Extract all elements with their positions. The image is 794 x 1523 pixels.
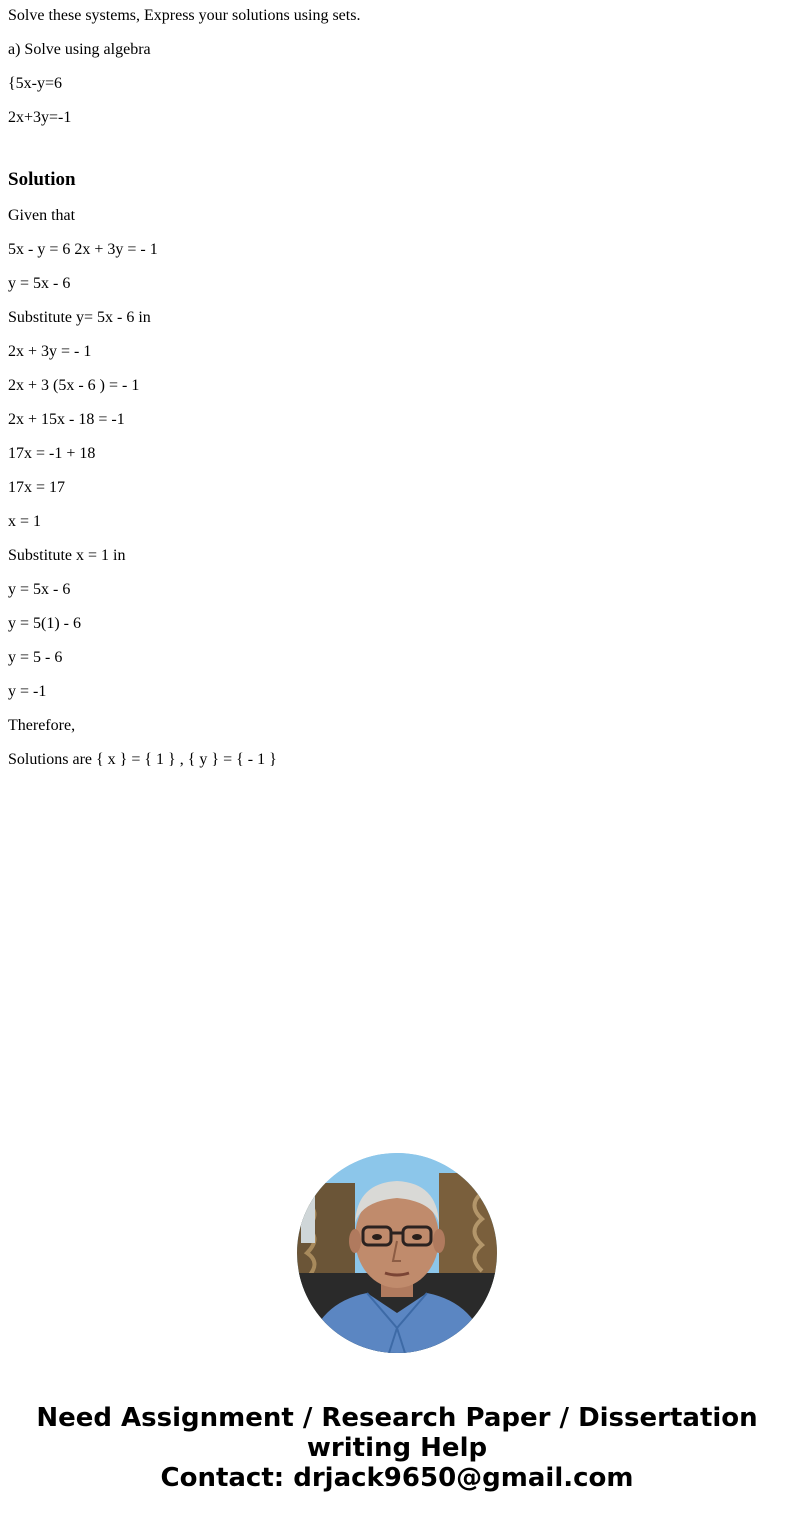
solution-step: Therefore,: [8, 717, 76, 734]
solution-step: y = 5x - 6: [8, 581, 71, 598]
section-gap: [8, 135, 786, 167]
solution-step: y = 5 - 6: [8, 649, 63, 666]
promo-line-2: writing Help: [306, 1433, 488, 1463]
solution-step: y = -1: [8, 683, 47, 700]
solution-step: y = 5x - 6: [8, 275, 71, 292]
promo-contact: Contact: drjack9650@gmail.com: [160, 1463, 634, 1493]
solution-step: 5x - y = 6 2x + 3y = - 1: [8, 241, 158, 258]
solution-step: 17x = 17: [8, 479, 66, 496]
promo-banner: [0, 1403, 794, 1493]
solution-step: Substitute y= 5x - 6 in: [8, 309, 151, 326]
solution-step: 2x + 3y = - 1: [8, 343, 92, 360]
solution-step: 2x + 3 (5x - 6 ) = - 1: [8, 377, 140, 394]
promo-line-1: Need Assignment / Research Paper / Dissertation: [36, 1403, 758, 1433]
solution-step: y = 5(1) - 6: [8, 615, 82, 632]
equation-2: 2x+3y=-1: [8, 109, 72, 126]
question-block: [8, 0, 786, 135]
solution-step: Given that: [8, 207, 76, 224]
solution-steps: [8, 199, 786, 777]
solution-heading: Solution: [8, 169, 76, 190]
avatar: [297, 1153, 497, 1353]
question-prompt: Solve these systems, Express your solutions using sets.: [8, 7, 361, 24]
solution-step: 17x = -1 + 18: [8, 445, 96, 462]
avatar-photo-illustration: [297, 1153, 497, 1353]
solution-conclusion: Solutions are { x } = { 1 } , { y } = { - 1 }: [8, 751, 277, 768]
document-body: [8, 0, 786, 777]
solution-step: x = 1: [8, 513, 42, 530]
solution-step: 2x + 15x - 18 = -1: [8, 411, 125, 428]
question-part-label: a) Solve using algebra: [8, 41, 151, 58]
equation-1: {5x-y=6: [8, 75, 63, 92]
solution-step: Substitute x = 1 in: [8, 547, 126, 564]
